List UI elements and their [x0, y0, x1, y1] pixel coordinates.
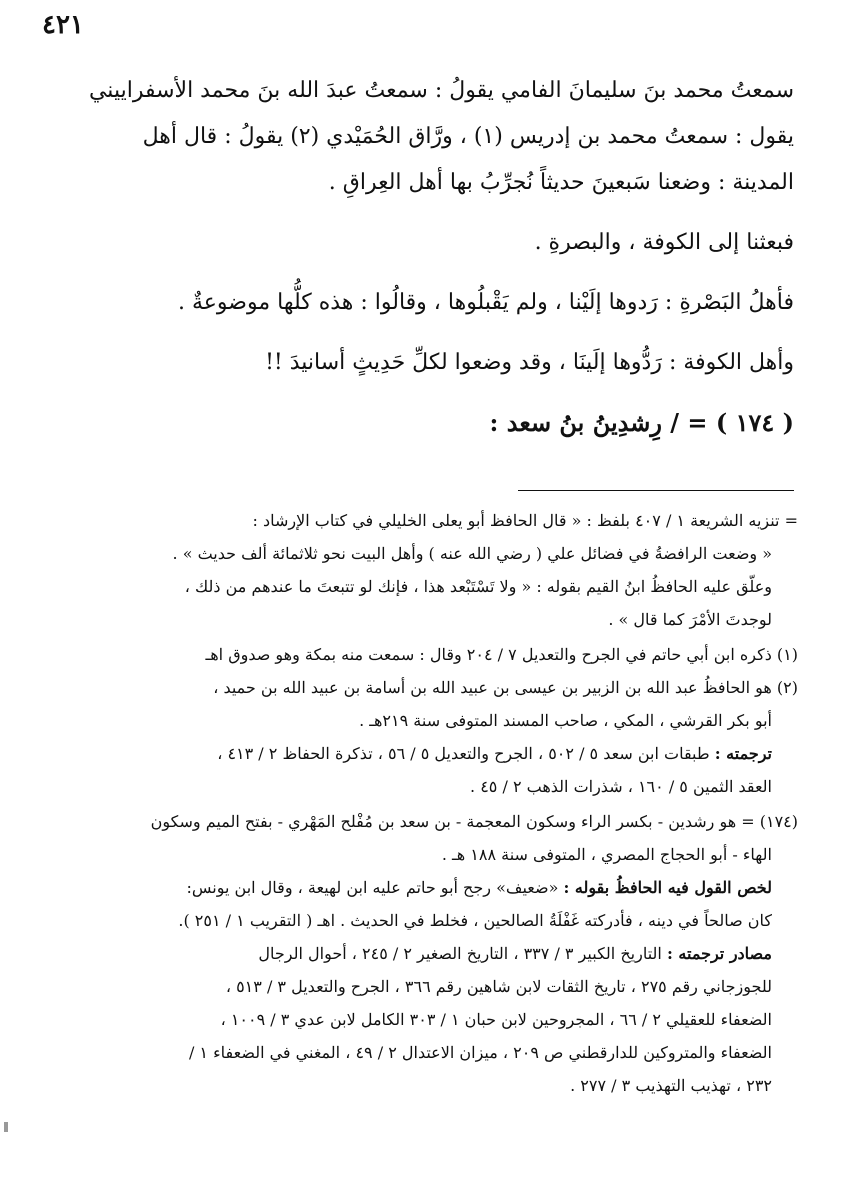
- footnote-continuation-line: وعلّق عليه الحافظُ ابنُ القيم بقوله : « ولا تَسْتَبْعد هذا ، فإنك لو تتبعتَ ما عندهم من ذلك ،: [184, 577, 772, 596]
- main-line: فبعثنا إلى الكوفة ، والبصرةِ .: [534, 230, 794, 255]
- footnote-174-sources-label: مصادر ترجمته :: [666, 944, 772, 963]
- footnote-2-sources-label: ترجمته :: [714, 744, 772, 763]
- main-line: سمعتُ محمد بنَ سليمانَ الفامي يقولُ : سمعتُ عبدَ الله بنَ محمد الأسفراييني: [88, 78, 794, 103]
- footnote-2-sources-line: العقد الثمين ٥ / ١٦٠ ، شذرات الذهب ٢ / ٤٥ .: [470, 777, 772, 796]
- page-number: ٤٢١: [42, 10, 84, 40]
- footnote-174-sources-line: للجوزجاني رقم ٢٧٥ ، تاريخ الثقات لابن شاهين رقم ٣٦٦ ، الجرح والتعديل ٣ / ٥١٣ ،: [225, 977, 772, 996]
- footnote-174-sources-line: ٢٣٢ ، تهذيب التهذيب ٣ / ٢٧٧ .: [570, 1076, 772, 1095]
- footnote-2-sources: [62, 737, 798, 770]
- footnote-174-summary-text: «ضعيف» رجح أبو حاتم عليه ابن لهيعة ، وقال ابن يونس:: [186, 878, 559, 897]
- entry-heading: ( ١٧٤ ) = / رِشدِينُ بنُ سعد :: [489, 408, 794, 437]
- footnote-continuation-line: « وضعت الرافضةُ في فضائل علي ( رضي الله عنه ) وأهل البيت نحو ثلاثمائة ألف حديث » .: [172, 544, 772, 563]
- footnotes: [62, 504, 798, 1102]
- footnote-174-line: الهاء - أبو الحجاج المصري ، المتوفى سنة ١٨٨ هـ .: [441, 845, 772, 864]
- footnote-174-sources-line: الضعفاء للعقيلي ٢ / ٦٦ ، المجروحين لابن حبان ١ / ٣٠٣ الكامل لابن عدي ٣ / ١٠٠٩ ،: [220, 1010, 772, 1029]
- footnote-continuation-line: = تنزيه الشريعة ١ / ٤٠٧ بلفظ : « قال الحافظ أبو يعلى الخليلي في كتاب الإرشاد :: [252, 511, 798, 530]
- footnote-174-summary: [62, 871, 798, 904]
- main-line: وأهل الكوفة : رَدُّوها إلَينَا ، وقد وضعوا لكلِّ حَدِيثٍ أسانيدَ !!: [265, 350, 794, 375]
- footnote-174-summary-label: لخص القول فيه الحافظُ بقوله :: [563, 878, 772, 897]
- footnote-174-summary-line: كان صالحاً في دينه ، فأدركته غَفْلَةُ الصالحين ، فخلط في الحديث . اهـ ( التقريب ١ / ٢٥١ ).: [178, 911, 772, 930]
- footnote-2-sources-text: طبقات ابن سعد ٥ / ٥٠٢ ، الجرح والتعديل ٥ / ٥٦ ، تذكرة الحفاظ ٢ / ٤١٣ ،: [217, 744, 710, 763]
- footnote-2-line: أبو بكر القرشي ، المكي ، صاحب المسند المتوفى سنة ٢١٩هـ .: [359, 711, 772, 730]
- footnote-continuation-line: لوجدتَ الأمْرَ كما قال » .: [608, 610, 772, 629]
- footnote-1: (١) ذكره ابن أبي حاتم في الجرح والتعديل ٧ / ٢٠٤ وقال : سمعت منه بمكة وهو صدوق اهـ: [205, 645, 798, 664]
- footnote-174-sources-line: الضعفاء والمتروكين للدارقطني ص ٢٠٩ ، ميزان الاعتدال ٢ / ٤٩ ، المغني في الضعفاء ١ /: [188, 1043, 772, 1062]
- footnote-174-sources-text: التاريخ الكبير ٣ / ٣٣٧ ، التاريخ الصغير ٢ / ٢٤٥ ، أحوال الرجال: [258, 944, 662, 963]
- main-line: المدينة : وضعنا سَبعينَ حديثاً نُجرِّبُ بها أهل العِراقِ .: [328, 170, 794, 195]
- footnote-174-sources: [62, 937, 798, 970]
- main-text: [70, 68, 794, 446]
- footnote-2-line: (٢) هو الحافظُ عبد الله بن الزبير بن عيسى بن عبيد الله بن أسامة بن عبيد الله بن حميد ،: [213, 678, 798, 697]
- scan-margin-mark: [4, 1122, 8, 1132]
- main-line: يقول : سمعتُ محمد بن إدريس (١) ، ورَّاق الحُمَيْدي (٢) يقولُ : قال أهل: [142, 124, 794, 149]
- footnote-separator: [518, 490, 794, 491]
- main-line: فأهلُ البَصْرةِ : رَدوها إلَيْنا ، ولم يَقْبلُوها ، وقالُوا : هذه كلُّها موضوعةٌ .: [178, 290, 794, 315]
- footnote-174-line: (١٧٤) = هو رشدين - بكسر الراء وسكون المعجمة - بن سعد بن مُفْلح المَهْري - بفتح الميم وسكون: [150, 812, 798, 831]
